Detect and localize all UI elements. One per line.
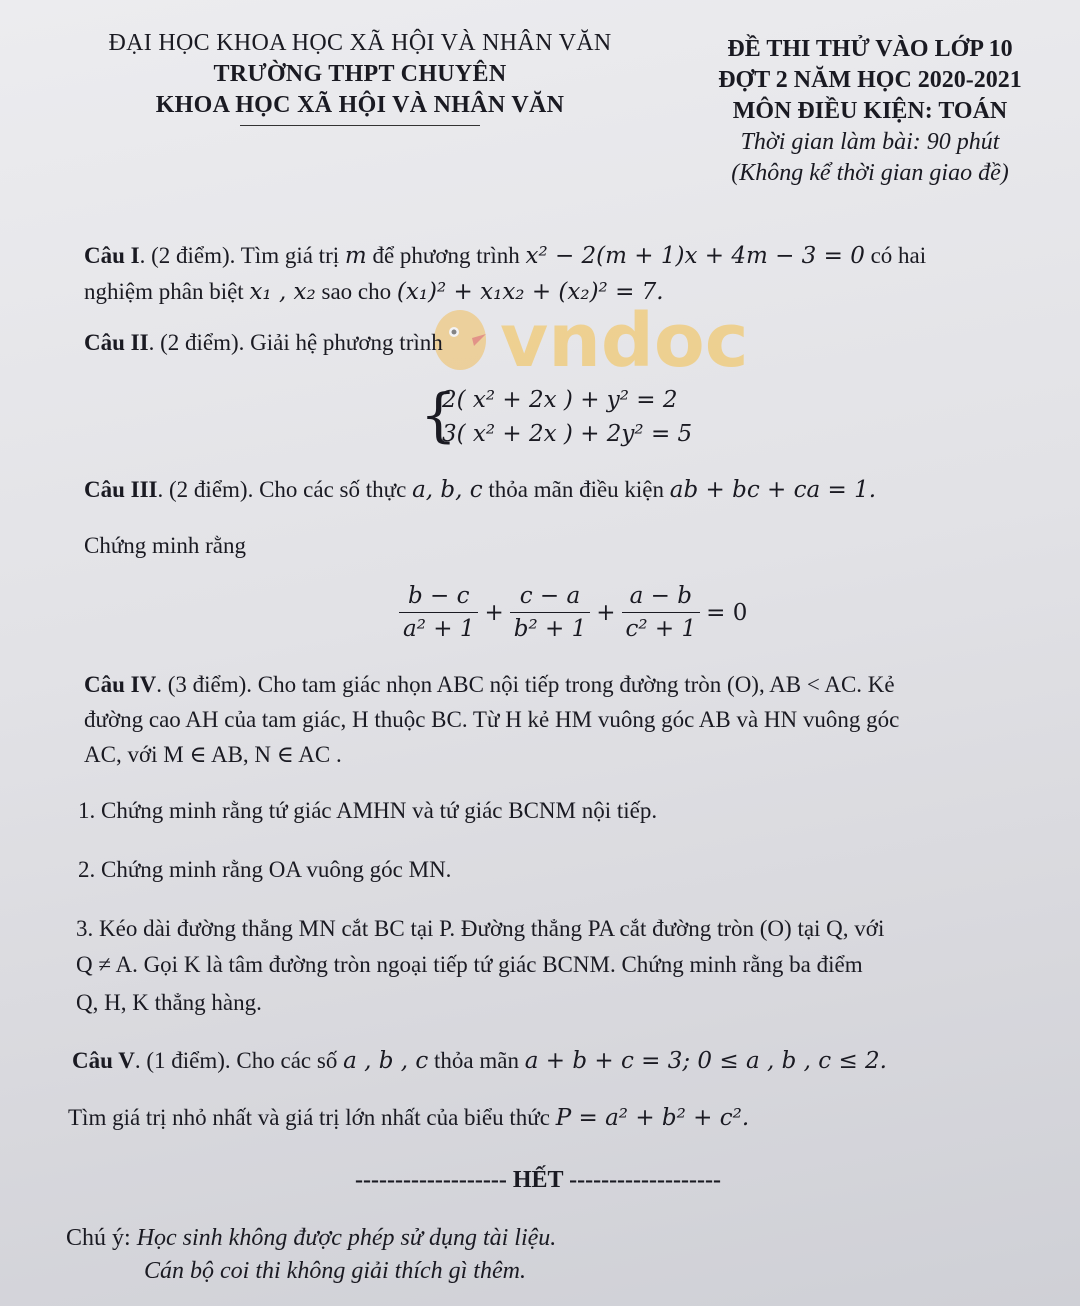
exam-title: ĐỀ THI THỬ VÀO LỚP 10	[727, 36, 1013, 62]
question-4-part-3-line-2: Q ≠ A. Gọi K là tâm đường tròn ngoại tiếp tứ giác BCNM. Chứng minh rằng ba điểm	[76, 952, 863, 977]
question-4-part-1: 1. Chứng minh rằng tứ giác AMHN và tứ giác BCNM nội tiếp.	[78, 798, 658, 823]
system-brace: {	[420, 381, 457, 449]
exam-round: ĐỢT 2 NĂM HỌC 2020-2021	[718, 67, 1022, 93]
question-4-text-1: . (3 điểm). Cho tam giác nhọn ABC nội tiếp trong đường tròn (O), AB < AC. Kẻ	[156, 672, 895, 697]
question-1-equation: x² − 2(m + 1)x + 4m − 3 = 0	[525, 243, 865, 269]
exam-time-note: (Không kể thời gian giao đề)	[731, 160, 1009, 186]
school-name: TRƯỜNG THPT CHUYÊN	[213, 61, 507, 87]
note-label: Chú ý:	[66, 1225, 137, 1251]
exam-subject: MÔN ĐIỀU KIỆN: TOÁN	[732, 98, 1008, 124]
exam-header	[690, 34, 1050, 189]
note-text-1: Học sinh không được phép sử dụng tài liệu.	[136, 1225, 557, 1251]
end-marker: ------------------- HẾT -------------------	[355, 1167, 721, 1193]
school-name-2: KHOA HỌC XÃ HỘI VÀ NHÂN VĂN	[155, 92, 565, 118]
fraction-2-denominator: b² + 1	[510, 612, 590, 642]
question-4-label: Câu IV	[84, 672, 157, 697]
school-header	[60, 28, 660, 126]
question-3-condition: ab + bc + ca = 1.	[669, 477, 877, 503]
question-3-prove: Chứng minh rằng	[84, 533, 246, 558]
question-5-text-2: Tìm giá trị nhỏ nhất và giá trị lớn nhất của biểu thức	[68, 1105, 556, 1130]
identity-rhs: = 0	[706, 599, 748, 626]
question-1-line2-text: nghiệm phân biệt	[84, 279, 250, 304]
note-line-2: Cán bộ coi thi không giải thích gì thêm.	[144, 1258, 526, 1284]
question-4-part-2: 2. Chứng minh rằng OA vuông góc MN.	[78, 857, 452, 882]
fraction-1-numerator: b − c	[407, 583, 470, 609]
watermark-text: vndoc	[500, 298, 749, 384]
exam-time: Thời gian làm bài: 90 phút	[740, 129, 1000, 155]
question-1-roots: x₁ , x₂	[249, 279, 316, 305]
fraction-3-numerator: a − b	[629, 583, 692, 609]
plus-sign: +	[484, 599, 504, 626]
system-equation-1: 2( x² + 2x ) + y² = 2	[442, 387, 678, 413]
fraction-1	[399, 583, 478, 642]
question-3-vars: a, b, c	[412, 477, 483, 503]
fraction-2-numerator: c − a	[519, 583, 581, 609]
note-line-1	[66, 1225, 556, 1252]
question-3-label: Câu III	[84, 477, 158, 502]
question-1-param: m	[344, 243, 367, 269]
university-name: ĐẠI HỌC KHOA HỌC XÃ HỘI VÀ NHÂN VĂN	[108, 30, 612, 56]
question-1-line-2	[84, 279, 664, 305]
fraction-identity	[395, 583, 749, 642]
question-1-points: . (2 điểm). Tìm giá trị	[139, 243, 345, 268]
fraction-2	[510, 583, 590, 642]
fraction-3-denominator: c² + 1	[622, 612, 701, 642]
question-3-cond-text: thỏa mãn điều kiện	[482, 477, 670, 502]
question-2-text: . (2 điểm). Giải hệ phương trình	[148, 330, 443, 355]
question-5-line-1	[72, 1048, 887, 1074]
question-4-line-3: AC, với M ∈ AB, N ∈ AC .	[84, 742, 342, 767]
question-5-text: . (1 điểm). Cho các số	[134, 1048, 344, 1073]
question-4-line-2: đường cao AH của tam giác, H thuộc BC. Từ H kẻ HM vuông góc AB và HN vuông góc	[84, 707, 900, 732]
question-1-tail: có hai	[864, 243, 927, 268]
question-5-vars: a , b , c	[343, 1048, 429, 1074]
question-4-part-3-line-3: Q, H, K thẳng hàng.	[76, 990, 262, 1015]
header-underline	[240, 125, 480, 126]
question-3-text: . (2 điểm). Cho các số thực	[157, 477, 413, 502]
question-1-label: Câu I	[84, 243, 140, 268]
question-4-part-3-line-1: 3. Kéo dài đường thẳng MN cắt BC tại P. Đường thẳng PA cắt đường tròn (O) tại Q, với	[76, 916, 885, 941]
question-1-condition: (x₁)² + x₁x₂ + (x₂)² = 7.	[396, 279, 664, 305]
question-4-line-1	[84, 672, 895, 698]
question-2-line	[84, 330, 443, 356]
question-1-line-1	[84, 243, 926, 269]
question-5-cond-text: thỏa mãn	[428, 1048, 525, 1073]
question-5-expression: P = a² + b² + c².	[555, 1105, 750, 1131]
question-1-mid: để phương trình	[366, 243, 526, 268]
question-5-line-2	[68, 1105, 749, 1131]
question-3-line	[84, 477, 876, 503]
question-1-line2-mid: sao cho	[315, 279, 397, 304]
plus-sign: +	[596, 599, 616, 626]
fraction-1-denominator: a² + 1	[399, 612, 478, 642]
question-5-label: Câu V	[72, 1048, 135, 1073]
question-2-label: Câu II	[84, 330, 149, 355]
question-5-condition: a + b + c = 3; 0 ≤ a , b , c ≤ 2.	[524, 1048, 887, 1074]
system-equation-2: 3( x² + 2x ) + 2y² = 5	[442, 421, 693, 447]
fraction-3	[622, 583, 701, 642]
